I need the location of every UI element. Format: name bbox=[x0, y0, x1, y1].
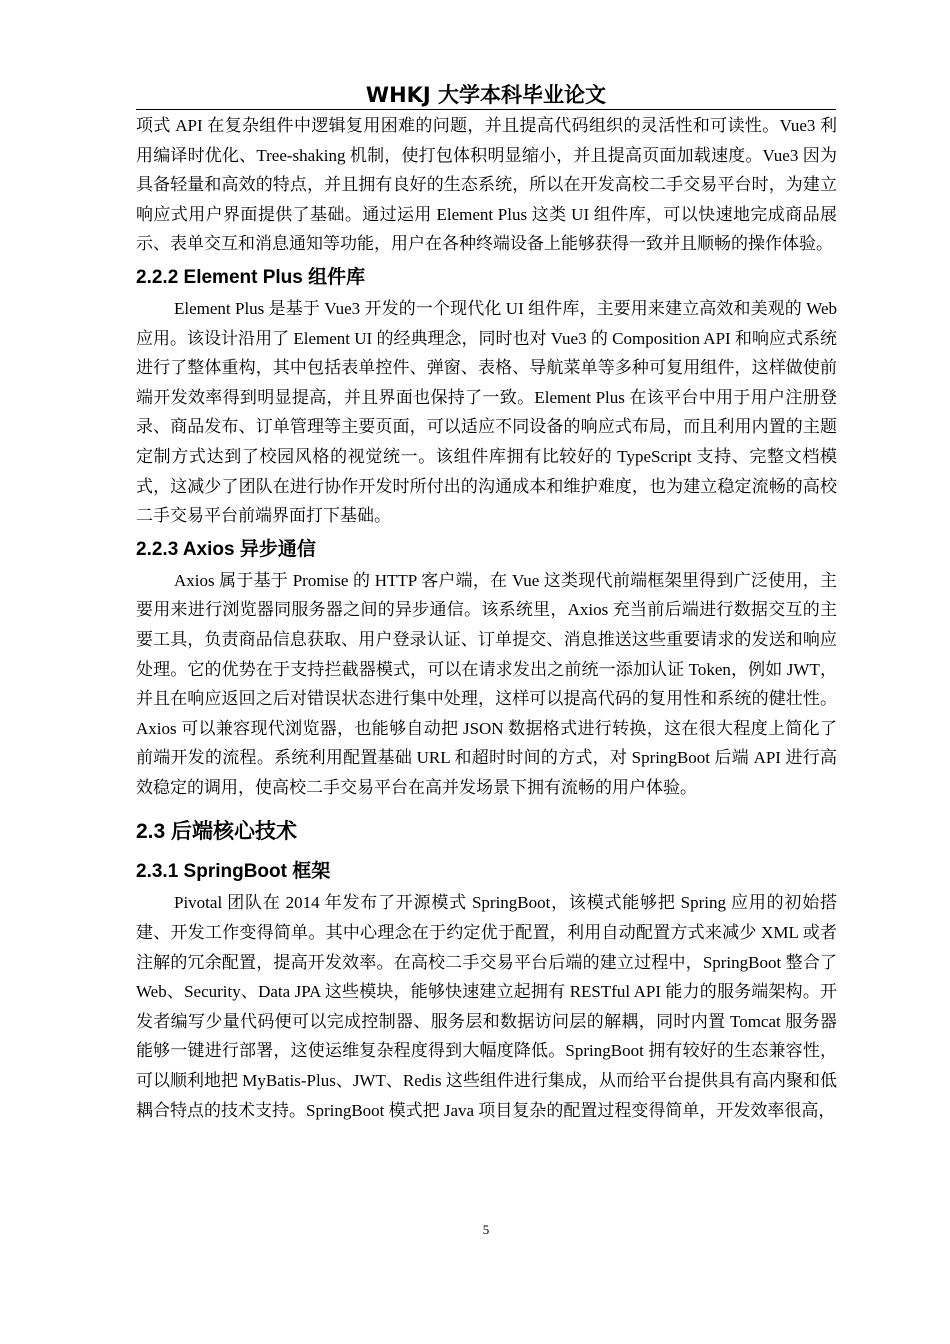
page-header-title: WHKJ 大学本科毕业论文 bbox=[365, 83, 607, 107]
section-heading-2-2-3: 2.2.3 Axios 异步通信 bbox=[136, 538, 316, 560]
paragraph-axios: Axios 属于基于 Promise 的 HTTP 客户端，在 Vue 这类现代前端框架里得到广泛使用，主要用来进行浏览器同服务器之间的异步通信。该系统里，Axios 充当前后端进行数据交互的主要工具，负责商品信息获取、用户登录认证、订单提交、消息推送这些重要请求的发送和响应处理。它的优势在于支持拦截器模式，可以在请求发出之前统一添加认证 Token，例如 JWT，并且在响应返回之后对错误状态进行集中处理，这样可以提高代码的复用性和系统的健壮性。Axios 可以兼容现代浏览器，也能够自动把 JSON 数据格式进行转换，这在很大程度上简化了前端开发的流程。系统利用配置基础 URL 和超时时间的方式，对 SpringBoot 后端 API 进行高效稳定的调用，使高校二手交易平台在高并发场景下拥有流畅的用户体验。 bbox=[136, 570, 837, 797]
header-divider bbox=[136, 109, 836, 110]
page-number: 5 bbox=[482, 1222, 490, 1237]
section-heading-2-3: 2.3 后端核心技术 bbox=[136, 820, 298, 844]
section-heading-2-3-1: 2.3.1 SpringBoot 框架 bbox=[136, 861, 331, 883]
section-heading-2-2-2: 2.2.2 Element Plus 组件库 bbox=[136, 266, 366, 288]
paragraph-element-plus: Element Plus 是基于 Vue3 开发的一个现代化 UI 组件库，主要用来建立高效和美观的 Web 应用。该设计沿用了 Element UI 的经典理念，同时也对 Vue3 的 Composition API 和响应式系统进行了整体重构，其中包括表单控件、弹窗、表格、导航菜单等多种可复用组件，这样做使前端开发效率得到明显提高，并且界面也保持了一致。Element Plus 在该平台中用于用户注册登录、商品发布、订单管理等主要页面，可以适应不同设备的响应式布局，而且利用内置的主题定制方式达到了校园风格的视觉统一。该组件库拥有比较好的 TypeScript 支持、完整文档模式，这减少了团队在进行协作开发时所付出的沟通成本和维护难度，也为建立稳定流畅的高校二手交易平台前端界面打下基础。 bbox=[136, 298, 837, 526]
document-body bbox=[136, 111, 837, 1125]
paragraph-springboot: Pivotal 团队在 2014 年发布了开源模式 SpringBoot，该模式能够把 Spring 应用的初始搭建、开发工作变得简单。其中心理念在于约定优于配置，利用自动配置方式来减少 XML 或者注解的冗余配置，提高开发效率。在高校二手交易平台后端的建立过程中，SpringBoot 整合了 Web、Security、Data JPA 这些模块，能够快速建立起拥有 RESTful API 能力的服务端架构。开发者编写少量代码便可以完成控制器、服务层和数据访问层的解耦，同时内置 Tomcat 服务器能够一键进行部署，这使运维复杂程度得到大幅度降低。SpringBoot 拥有较好的生态兼容性，可以顺利地把 MyBatis-Plus、JWT、Redis 这些组件进行集成，从而给平台提供具有高内聚和低耦合特点的技术支持。SpringBoot 模式把 Java 项目复杂的配置过程变得简单，开发效率很高， bbox=[136, 893, 837, 1120]
paragraph-intro-continuation: 项式 API 在复杂组件中逻辑复用困难的问题，并且提高代码组织的灵活性和可读性。Vue3 利用编译时优化、Tree-shaking 机制，使打包体积明显缩小，并且提高页面加载速度。Vue3 因为具备轻量和高效的特点，并且拥有良好的生态系统，所以在开发高校二手交易平台时，为建立响应式用户界面提供了基础。通过运用 Element Plus 这类 UI 组件库，可以快速地完成商品展示、表单交互和消息通知等功能，用户在各种终端设备上能够获得一致并且顺畅的操作体验。 bbox=[136, 116, 837, 254]
